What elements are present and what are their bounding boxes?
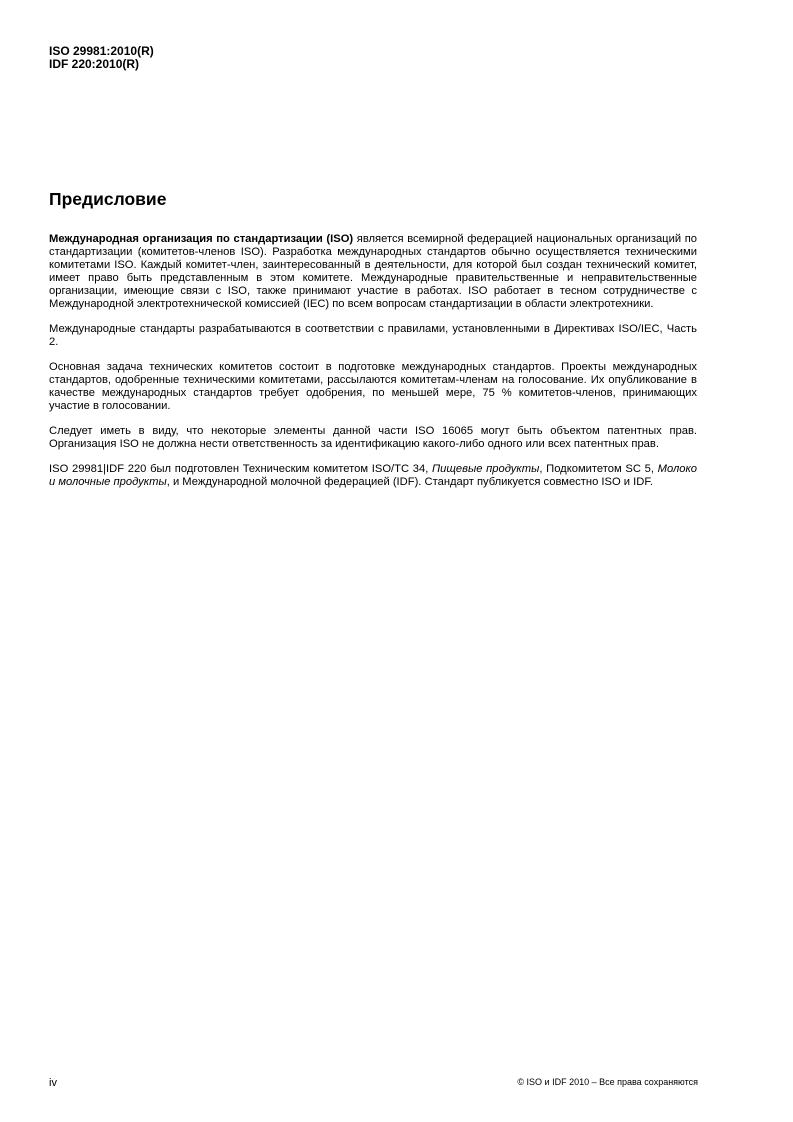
milk-products-title: Молоко и молочные продукты <box>49 463 698 488</box>
section-title: Предисловие <box>49 189 167 209</box>
food-products-title: Пищевые продукты <box>432 463 540 475</box>
foreword-body <box>49 233 697 501</box>
paragraph-2: Международные стандарты разрабатываются в соответствии с правилами, установленными в Директивах ISO/IEC, Часть 2. <box>49 323 697 348</box>
header-idf-number: IDF 220:2010(R) <box>49 57 140 71</box>
paragraph-5-part-e: , и Международной молочной федерацией (IDF). Стандарт публикуется совместно ISO и IDF. <box>166 476 654 488</box>
iso-name-bold: Международная организация по стандартизации (ISO) <box>49 233 354 245</box>
page-number: iv <box>49 1077 57 1089</box>
paragraph-1 <box>49 233 697 311</box>
paragraph-5-part-c: , Подкомитетом SC 5, <box>539 463 658 475</box>
paragraph-5-part-a: ISO 29981|IDF 220 был подготовлен Техническим комитетом ISO/TC 34, <box>49 463 433 475</box>
paragraph-5 <box>49 463 697 489</box>
header-iso-number: ISO 29981:2010(R) <box>49 44 154 58</box>
paragraph-3: Основная задача технических комитетов состоит в подготовке международных стандартов. Проекты международных стандартов, одобренные техническими комитетами, рассылаются комитетам-членам на голосование. Их опубликование в качестве международных стандартов требует одобрения, по меньшей мере, 75 % комитетов-членов, принимающих участие в голосовании. <box>49 361 697 412</box>
copyright-notice: © ISO и IDF 2010 – Все права сохраняются <box>517 1077 698 1087</box>
paragraph-4: Следует иметь в виду, что некоторые элементы данной части ISO 16065 могут быть объектом патентных прав. Организация ISO не должна нести ответственность за идентификацию какого-либо одного или всех патентных прав. <box>49 425 697 450</box>
paragraph-1-text: является всемирной федерацией национальных организаций по стандартизации (комитетов-членов ISO). Разработка международных стандартов обычно осуществляется техническими комитетами ISO. Каждый комитет-член, заинтересованный в деятельности, для которой был создан технический комитет, имеет право быть представленным в этом комитете. Международные правительственные и неправительственные организации, имеющие связи с ISO, также принимают участие в работах. ISO работает в тесном сотрудничестве с Международной электротехнической комиссией (IEC) по всем вопросам стандартизации в области электротехники. <box>49 233 697 310</box>
document-header <box>49 45 154 71</box>
